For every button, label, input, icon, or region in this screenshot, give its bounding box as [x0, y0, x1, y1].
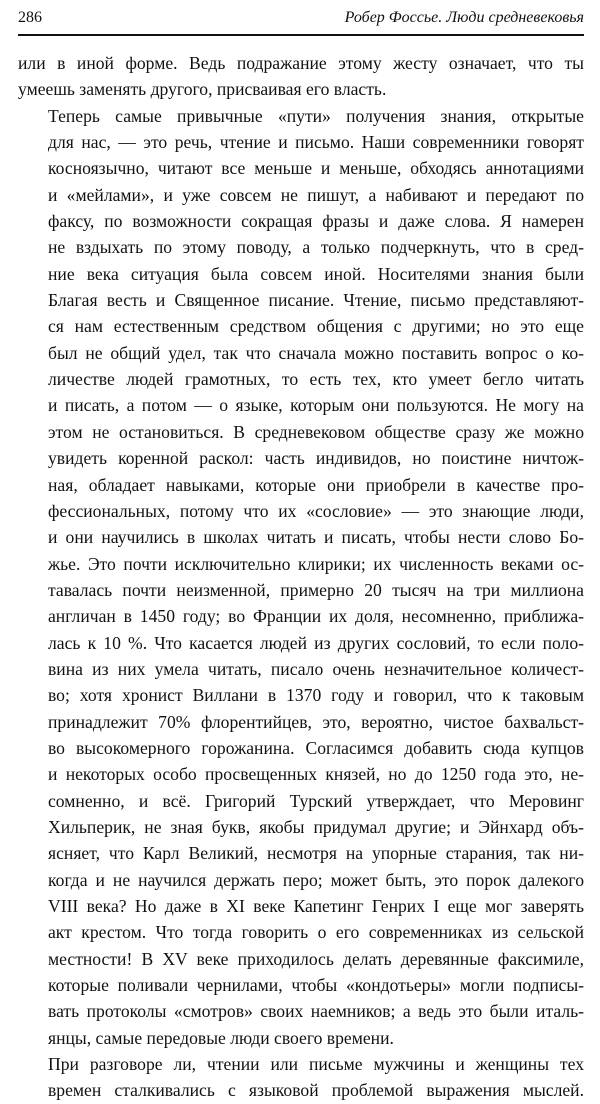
text-line: увидеть коренной раскол: часть индивидов, но поистине ничтож- — [48, 448, 584, 469]
text-line: вина из них умела читать, писало очень незначительное количест- — [48, 658, 584, 679]
text-line: янцы, самые передовые люди своего времени. — [48, 1027, 394, 1048]
text-line: и они научились в школах читать и писать, чтобы нести слово Бо- — [48, 527, 584, 548]
text-line: Теперь самые привычные «пути» получения знания, открытые — [48, 105, 584, 126]
text-line: личестве людей грамотных, то есть тех, кто умеет бегло читать — [48, 369, 584, 390]
text-line: времен сталкивались с языковой проблемой выражения мыслей. — [48, 1080, 584, 1101]
text-line: которые поливали чернилами, чтобы «кондотьеры» могли подписы- — [48, 975, 584, 996]
page-header — [18, 6, 584, 36]
text-line: местности! В XV веке приходилось делать деревянные факсимиле, — [48, 948, 584, 969]
body-text — [18, 50, 584, 1104]
text-line: факсу, по возможности сокращая фразы и даже слова. Я намерен — [48, 211, 584, 232]
text-line: ся нам естественным средством общения с другими; но это еще — [48, 316, 584, 337]
paragraph — [18, 1051, 584, 1104]
text-line: когда и не научился держать перо; может быть, это порок далекого — [48, 869, 584, 890]
book-page — [18, 6, 584, 1104]
text-line: акт крестом. Что тогда говорить о его современниках из сельской — [48, 922, 584, 943]
text-line: во; хотя хронист Виллани в 1370 году и говорил, что к таковым — [48, 685, 584, 706]
text-line: лась к 10 %. Что касается людей из других сословий, то если поло- — [48, 632, 584, 653]
text-line: ние века ситуация была совсем иной. Носителями знания были — [48, 263, 584, 284]
text-line: ная, обладает навыками, которые они приобрели в качестве про- — [48, 474, 584, 495]
text-line: или в иной форме. Ведь подражание этому жесту означает, что ты — [18, 53, 584, 73]
text-line: этом не остановиться. В средневековом обществе сразу же можно — [48, 421, 584, 442]
text-line: во высокомерного горожанина. Согласимся добавить сюда купцов — [48, 737, 584, 758]
text-line: принадлежит 70% флорентийцев, это, вероятно, чистое бахвальст- — [48, 711, 584, 732]
text-line: вать протоколы «смотров» своих наемников; а ведь это были италь- — [48, 1001, 584, 1022]
text-line: жье. Это почти исключительно клирики; их численность веками ос- — [48, 553, 584, 574]
text-line: тавалась почти неизменной, примерно 20 тысяч на три миллиона — [48, 579, 584, 600]
text-line: косноязычно, читают все меньше и меньше, обходясь аннотациями — [48, 158, 584, 179]
text-line: не вздыхать по этому поводу, а только подчеркнуть, что в сред- — [48, 237, 584, 258]
text-line: При разговоре ли, чтении или письме мужчины и женщины тех — [48, 1054, 584, 1075]
text-line: VIII века? Но даже в XI веке Капетинг Генрих I еще мог заверять — [48, 896, 584, 916]
paragraph — [18, 50, 584, 103]
text-line: и «мейлами», и уже совсем не пишут, а набивают и передают по — [48, 184, 584, 205]
text-line: и писать, а потом — о языке, которым они пользуются. Не могу на — [48, 395, 584, 416]
text-line: и некоторых особо просвещенных князей, но до 1250 года это, не- — [48, 764, 584, 785]
running-title: Робер Фоссье. Люди средневековья — [344, 9, 584, 26]
text-line: был не общий удел, так что сначала можно поставить вопрос о ко- — [48, 342, 584, 363]
paragraph — [18, 103, 584, 1051]
text-line: фессиональных, потому что их «сословие» — это знающие люди, — [48, 500, 584, 521]
text-line: англичан в 1450 году; во Франции их доля, несомненно, приближа- — [48, 606, 584, 627]
text-line: ясняет, что Карл Великий, несмотря на упорные старания, так ни- — [48, 843, 584, 864]
text-line: Благая весть и Священное писание. Чтение, письмо представляют- — [48, 290, 584, 311]
text-line: умеешь заменять другого, присваивая его власть. — [18, 79, 387, 100]
page-number: 286 — [18, 9, 42, 26]
text-line: сомненно, и всё. Григорий Турский утверждает, что Меровинг — [48, 790, 584, 811]
text-line: Хильперик, не зная букв, якобы придумал другие; и Эйнхард объ- — [48, 816, 584, 837]
text-line: для нас, — это речь, чтение и письмо. Наши современники говорят — [48, 132, 584, 153]
